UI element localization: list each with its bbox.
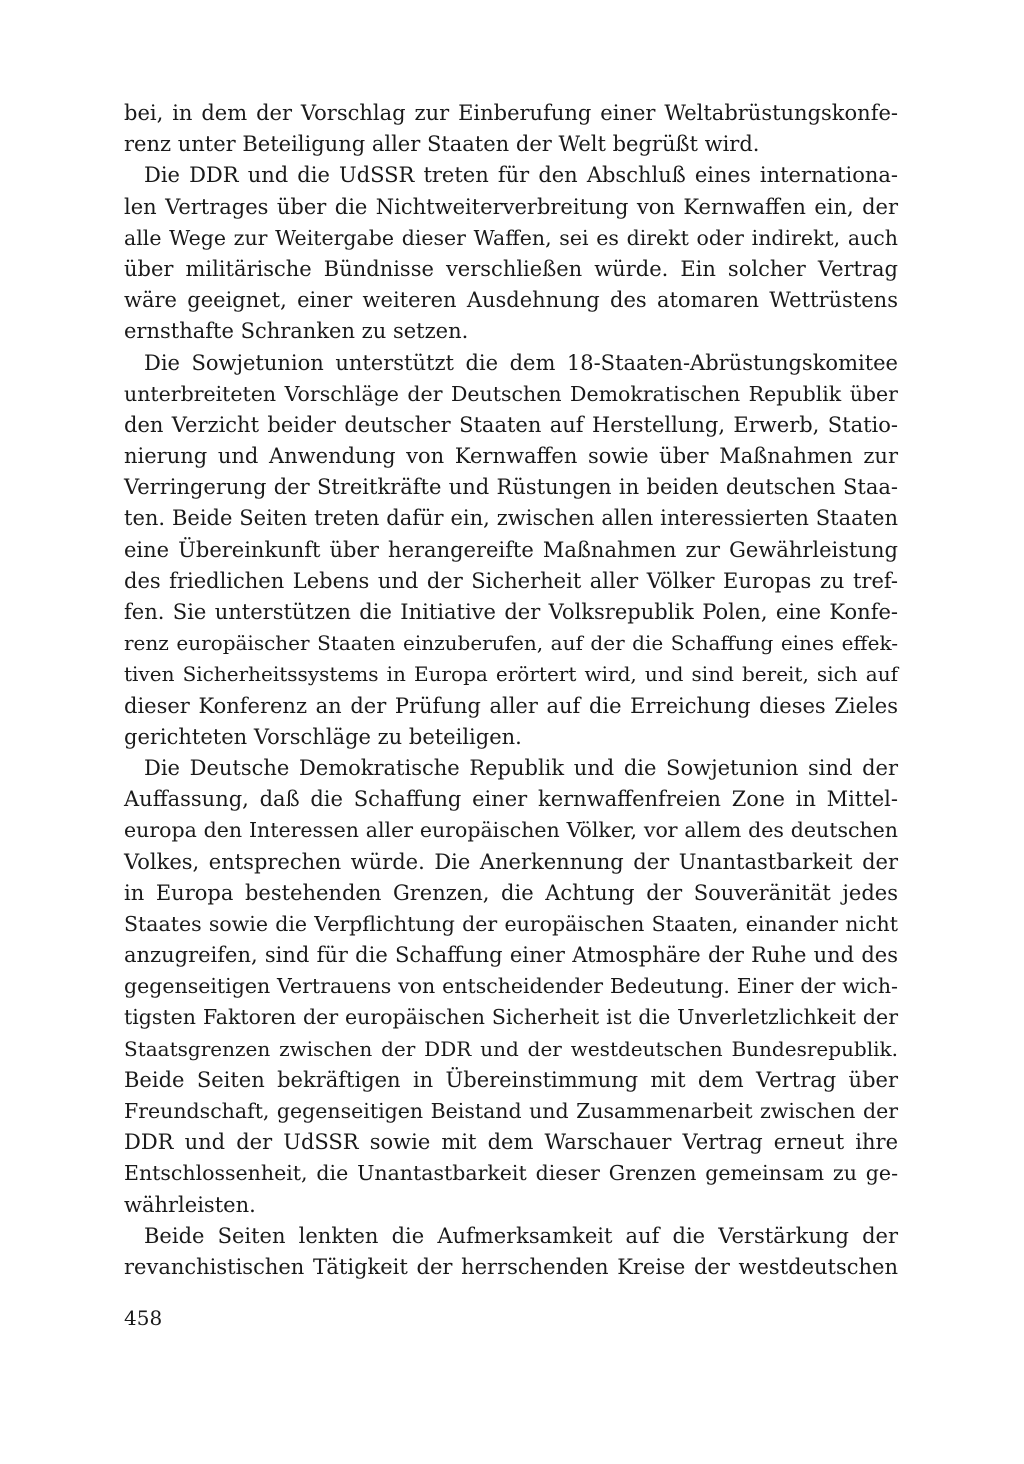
text-line: Verringerung der Streitkräfte und Rüstungen in beiden deutschen Staa- [124, 475, 898, 500]
text-line: DDR und der UdSSR sowie mit dem Warschauer Vertrag erneut ihre [124, 1130, 898, 1155]
page-number: 458 [124, 1306, 163, 1330]
text-line: ten. Beide Seiten treten dafür ein, zwischen allen interessierten Staaten [124, 506, 898, 531]
text-line: Beide Seiten lenkten die Aufmerksamkeit auf die Verstärkung der [144, 1223, 898, 1248]
text-line: fen. Sie unterstützen die Initiative der Volksrepublik Polen, eine Konfe- [124, 600, 898, 624]
text-line: wäre geeignet, einer weiteren Ausdehnung des atomaren Wettrüstens [124, 288, 898, 313]
text-line: über militärische Bündnisse verschließen würde. Ein solcher Vertrag [124, 256, 898, 281]
text-line: den Verzicht beider deutscher Staaten auf Herstellung, Erwerb, Statio- [124, 412, 898, 437]
text-line: anzugreifen, sind für die Schaffung einer Atmosphäre der Ruhe und des [124, 943, 898, 968]
text-line: gerichteten Vorschläge zu beteiligen. [124, 724, 522, 749]
text-line: tiven Sicherheitssystems in Europa erörtert wird, und sind bereit, sich auf [124, 662, 898, 687]
text-line: revanchistischen Tätigkeit der herrschenden Kreise der westdeutschen [124, 1254, 898, 1279]
text-line: Entschlossenheit, die Unantastbarkeit dieser Grenzen gemeinsam zu ge- [124, 1161, 898, 1186]
text-line: währleisten. [124, 1192, 256, 1217]
text-line: Staatsgrenzen zwischen der DDR und der westdeutschen Bundesrepublik. [124, 1036, 898, 1061]
text-line: Auffassung, daß die Schaffung einer kernwaffenfreien Zone in Mittel- [124, 787, 898, 812]
text-line: bei, in dem der Vorschlag zur Einberufung einer Weltabrüstungskonfe- [124, 101, 898, 125]
text-line: Die Sowjetunion unterstützt die dem 18-Staaten-Abrüstungskomitee [144, 350, 898, 375]
text-line: Freundschaft, gegenseitigen Beistand und Zusammenarbeit zwischen der [124, 1099, 898, 1123]
text-line: len Vertrages über die Nichtweiterverbreitung von Kernwaffen ein, der [124, 194, 898, 219]
text-line: unterbreiteten Vorschläge der Deutschen Demokratischen Republik über [124, 381, 898, 406]
text-line: europa den Interessen aller europäischen Völker, vor allem des deutschen [124, 818, 898, 843]
text-line: renz unter Beteiligung aller Staaten der Welt begrüßt wird. [124, 132, 760, 157]
text-line: eine Übereinkunft über herangereifte Maßnahmen zur Gewährleistung [124, 537, 898, 562]
text-line: alle Wege zur Weitergabe dieser Waffen, sei es direkt oder indirekt, auch [124, 225, 898, 250]
text-line: tigsten Faktoren der europäischen Sicherheit ist die Unverletzlichkeit der [124, 1005, 898, 1030]
text-line: gegenseitigen Vertrauens von entscheidender Bedeutung. Einer der wich- [124, 974, 898, 999]
text-line: Die DDR und die UdSSR treten für den Abschluß eines internationa- [144, 163, 898, 188]
text-line: Beide Seiten bekräftigen in Übereinstimmung mit dem Vertrag über [124, 1067, 898, 1092]
text-line: in Europa bestehenden Grenzen, die Achtung der Souveränität jedes [124, 880, 898, 905]
text-line: Die Deutsche Demokratische Republik und die Sowjetunion sind der [144, 755, 898, 780]
text-line: renz europäischer Staaten einzuberufen, auf der die Schaffung eines effek- [124, 631, 898, 656]
text-line: ernsthafte Schranken zu setzen. [124, 319, 469, 344]
text-line: nierung und Anwendung von Kernwaffen sowie über Maßnahmen zur [124, 444, 898, 469]
body-text [124, 98, 898, 1283]
text-line: Volkes, entsprechen würde. Die Anerkennung der Unantastbarkeit der [124, 849, 898, 874]
text-line: des friedlichen Lebens und der Sicherheit aller Völker Europas zu tref- [124, 568, 898, 593]
text-line: dieser Konferenz an der Prüfung aller auf die Erreichung dieses Zieles [124, 693, 898, 718]
text-line: Staates sowie die Verpflichtung der europäischen Staaten, einander nicht [124, 911, 898, 936]
